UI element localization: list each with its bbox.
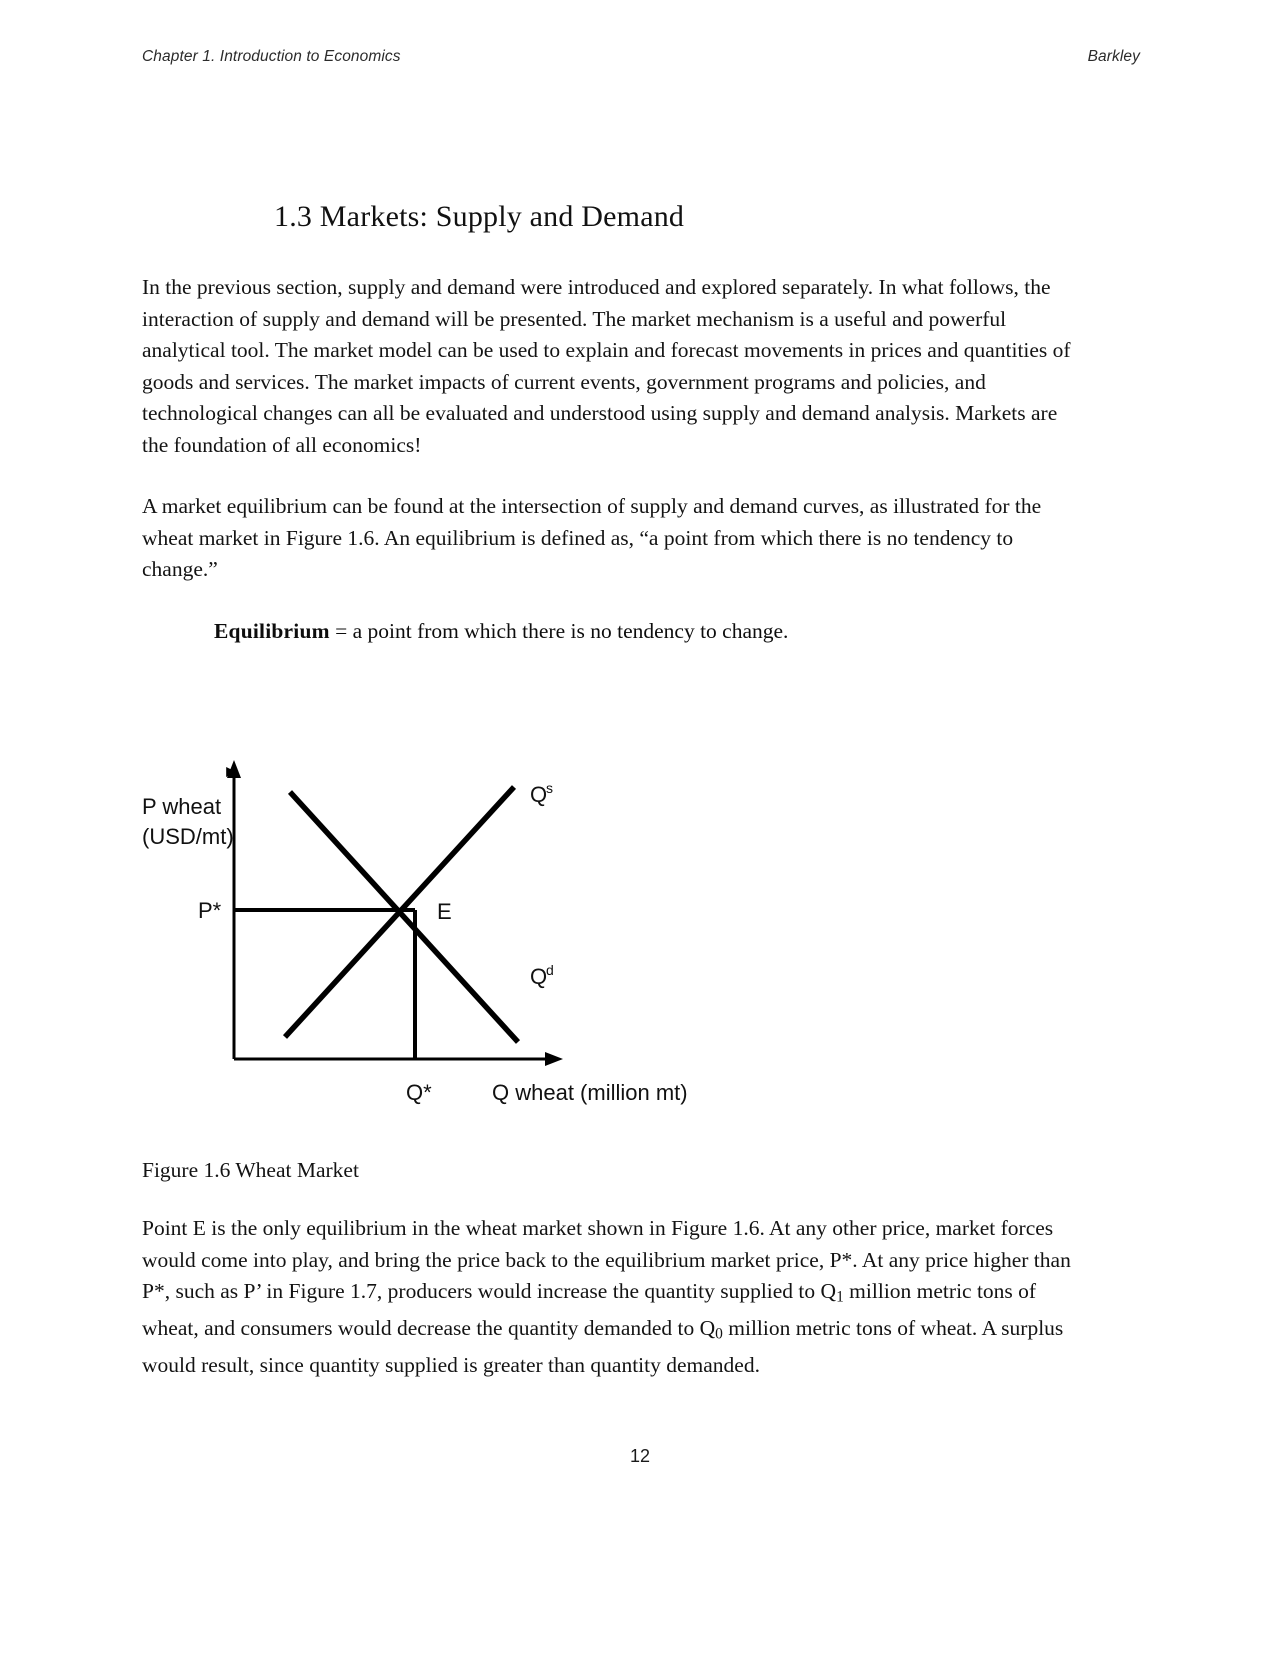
equilibrium-point-label: E xyxy=(437,899,452,924)
supply-demand-chart xyxy=(130,752,770,1122)
paragraph-point-e-part-c: million metric tons of wheat. A surplus would result, since quantity supplied is greater than quantity demanded. xyxy=(142,1315,1064,1377)
figure-caption: Figure 1.6 Wheat Market xyxy=(142,1158,359,1182)
paragraph-point-e-part-a: Point E is the only equilibrium in the wheat market shown in Figure 1.6. At any other price, market forces would come into play, and bring the price back to the equilibrium market price, P*. At any price higher than P*, such as P’ in Figure 1.7, producers would increase the quantity supplied to Q xyxy=(142,1216,1071,1303)
y-axis-label-line2: (USD/mt) xyxy=(142,824,234,849)
definition-text: = a point from which there is no tendency to change. xyxy=(329,618,789,643)
quantity-axis-arrowhead xyxy=(545,1052,563,1066)
running-header xyxy=(142,48,1140,66)
y-axis-label-line1: P wheat xyxy=(142,794,222,819)
definition-term: Equilibrium xyxy=(214,618,330,643)
paragraph-intro: In the previous section, supply and demand were introduced and explored separately. In what follows, the interaction of supply and demand will be presented. The market mechanism is a useful and powerful analytical tool. The market model can be used to explain and forecast movements in prices and quantities of goods and services. The market impacts of current events, government programs and policies, and technological changes can all be evaluated and understood using supply and demand analysis. Markets are the foundation of all economics! xyxy=(142,275,1071,457)
running-header-right: Barkley xyxy=(1087,48,1140,65)
paragraph-equilibrium: A market equilibrium can be found at the intersection of supply and demand curves, as illustrated for the wheat market in Figure 1.6. An equilibrium is defined as, “a point from which there is no tendency to change.” xyxy=(142,494,1042,581)
body-content-upper xyxy=(142,272,1072,647)
definition-line xyxy=(214,616,1072,648)
demand-curve-label xyxy=(530,962,554,989)
equilibrium-price-label: P* xyxy=(198,898,222,923)
body-content-lower xyxy=(142,1213,1072,1411)
x-axis-label: Q wheat (million mt) xyxy=(492,1080,688,1105)
price-axis-arrowhead xyxy=(227,760,241,778)
demand-curve xyxy=(290,792,518,1042)
demand-curve-label-base: Q xyxy=(530,964,548,989)
supply-curve-label-base: Q xyxy=(530,782,548,807)
demand-curve-label-superscript: d xyxy=(546,962,554,978)
quantity-demanded-subscript: 0 xyxy=(715,1325,723,1343)
supply-curve-label-superscript: s xyxy=(546,780,553,796)
paragraph-point-e xyxy=(142,1213,1072,1381)
section-heading: 1.3 Markets: Supply and Demand xyxy=(274,200,685,234)
supply-curve-label xyxy=(530,780,553,807)
figure-wheat-market xyxy=(130,752,770,1122)
paragraph-point-e-part-b: million metric tons of wheat, and consumers would decrease the quantity demanded to Q xyxy=(142,1279,1037,1340)
equilibrium-quantity-label: Q* xyxy=(406,1080,432,1105)
running-header-left: Chapter 1. Introduction to Economics xyxy=(142,48,401,65)
page-number: 12 xyxy=(629,1446,651,1466)
quantity-supplied-subscript: 1 xyxy=(836,1288,844,1306)
